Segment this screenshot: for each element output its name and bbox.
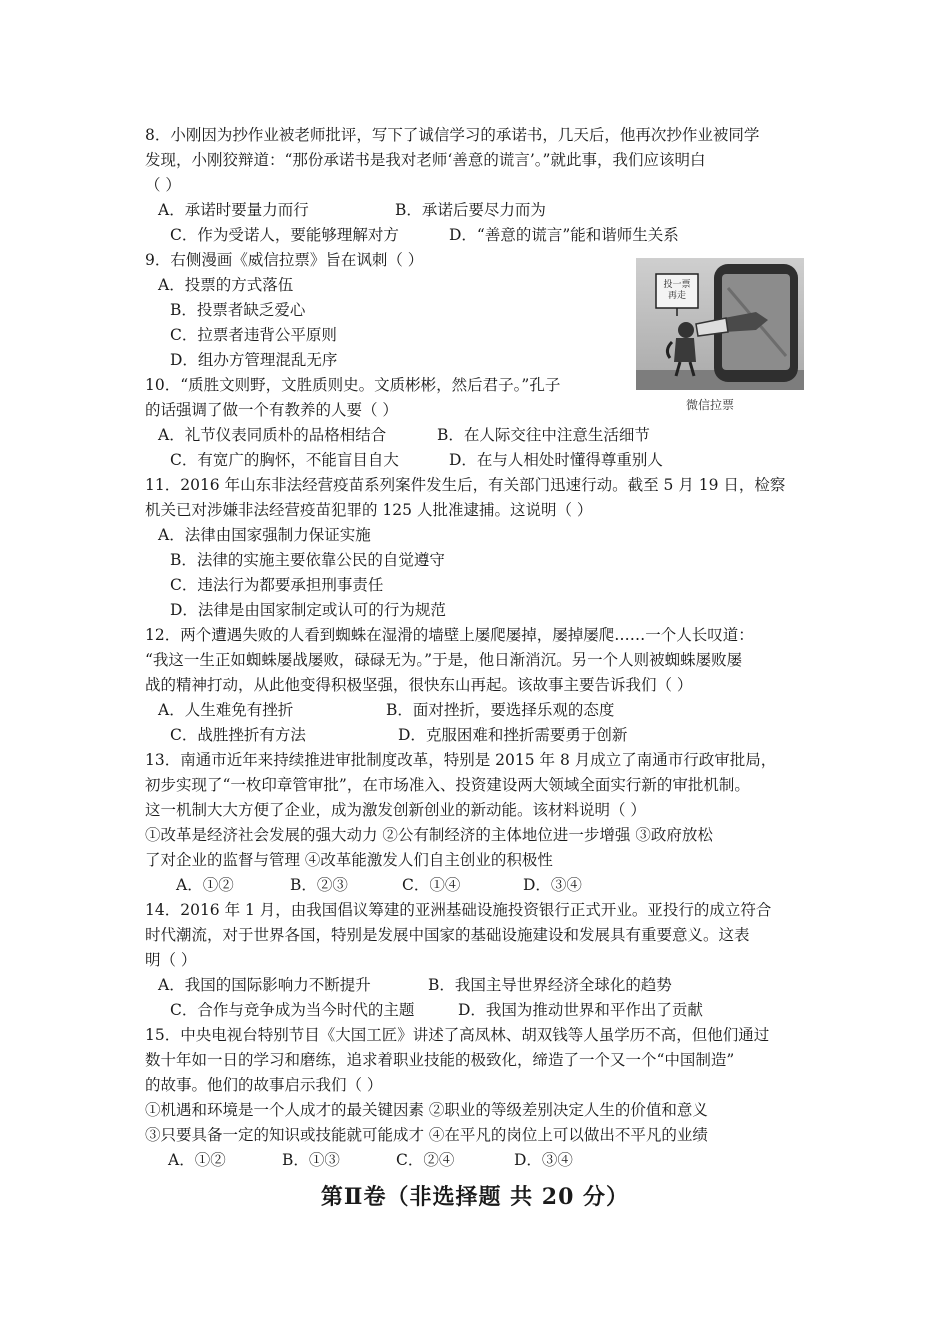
q10-option-c: C．有宽广的胸怀，不能盲目自大 (170, 451, 399, 469)
q8-stem-line2: 发现，小刚狡辩道：“那份承诺书是我对老师‘善意的谎言’。”就此事，我们应该明白 (145, 151, 706, 169)
comic-sign-text: 投一票再走 (663, 280, 691, 301)
q13-statements-line2: 了对企业的监督与管理 ④改革能激发人们自主创业的积极性 (145, 851, 553, 869)
q10-stem-line1: 10．“质胜文则野，文胜质则史。文质彬彬，然后君子。”孔子 (145, 376, 561, 394)
q15-statements-line1: ①机遇和环境是一个人成才的最关键因素 ②职业的等级差别决定人生的价值和意义 (145, 1101, 708, 1119)
q11-stem-line2: 机关已对涉嫌非法经营疫苗犯罪的 125 人批准逮捕。这说明（ ） (145, 501, 593, 519)
q12-option-c: C．战胜挫折有方法 (170, 726, 306, 744)
q8-option-d: D．“善意的谎言”能和谐师生关系 (449, 226, 679, 244)
wechat-vote-comic (636, 258, 804, 390)
q12-option-a: A．人生难免有挫折 (158, 701, 294, 719)
q13-option-a: A．①② (176, 876, 234, 894)
q14-option-b: B．我国主导世界经济全球化的趋势 (428, 976, 672, 994)
q13-statements-line1: ①改革是经济社会发展的强大动力 ②公有制经济的主体地位进一步增强 ③政府放松 (145, 826, 713, 844)
q15-stem-line1: 15．中央电视台特别节目《大国工匠》讲述了高凤林、胡双钱等人虽学历不高，但他们通过 (145, 1026, 770, 1044)
q10-option-b: B．在人际交往中注意生活细节 (437, 426, 650, 444)
q15-option-d: D．③④ (514, 1151, 573, 1169)
q12-stem-line1: 12．两个遭遇失败的人看到蜘蛛在湿滑的墙壁上屡爬屡掉，屡掉屡爬……一个人长叹道： (145, 626, 754, 644)
q15-stem-line3: 的故事。他们的故事启示我们（ ） (145, 1076, 383, 1094)
q9-option-a: A．投票的方式落伍 (158, 276, 294, 294)
q13-option-b: B．②③ (290, 876, 348, 894)
q8-option-a: A．承诺时要量力而行 (158, 201, 309, 219)
q11-stem-line1: 11．2016 年山东非法经营疫苗系列案件发生后，有关部门迅速行动。截至 5 月 19 日，检察 (145, 476, 786, 494)
q15-option-b: B．①③ (282, 1151, 340, 1169)
q10-stem-line2: 的话强调了做一个有教养的人要（ ） (145, 401, 398, 419)
q14-stem-line1: 14．2016 年 1 月，由我国倡议筹建的亚洲基础设施投资银行正式开业。亚投行的成立符合 (145, 901, 772, 919)
q15-stem-line2: 数十年如一日的学习和磨练，追求着职业技能的极致化，缔造了一个又一个“中国制造” (145, 1051, 735, 1069)
q11-option-a: A．法律由国家强制力保证实施 (158, 526, 371, 544)
q14-option-a: A．我国的国际影响力不断提升 (158, 976, 371, 994)
q9-option-d: D．组办方管理混乱无序 (170, 351, 338, 369)
q12-stem-line3: 战的精神打动，从此他变得积极坚强，很快东山再起。该故事主要告诉我们（ ） (145, 676, 693, 694)
q15-statements-line2: ③只要具备一定的知识或技能就可能成才 ④在平凡的岗位上可以做出不平凡的业绩 (145, 1126, 708, 1144)
q15-option-a: A．①② (168, 1151, 226, 1169)
q15-option-c: C．②④ (396, 1151, 455, 1169)
q9-option-b: B．投票者缺乏爱心 (170, 301, 306, 319)
comic-illustration (636, 258, 804, 390)
q14-option-d: D．我国为推动世界和平作出了贡献 (458, 1001, 703, 1019)
q12-stem-line2: “我这一生正如蜘蛛屡战屡败，碌碌无为。”于是，他日渐消沉。另一个人则被蜘蛛屡败屡 (145, 651, 743, 669)
q11-option-d: D．法律是由国家制定或认可的行为规范 (170, 601, 446, 619)
q13-stem-line1: 13．南通市近年来持续推进审批制度改革，特别是 2015 年 8 月成立了南通市行政审批局， (145, 751, 777, 769)
q14-stem-line3: 明（ ） (145, 951, 197, 969)
q13-option-c: C．①④ (402, 876, 461, 894)
q10-option-a: A．礼节仪表同质朴的品格相结合 (158, 426, 387, 444)
q13-stem-line3: 这一机制大大方便了企业，成为激发创新创业的新动能。该材料说明（ ） (145, 801, 646, 819)
q8-option-b: B．承诺后要尽力而为 (395, 201, 546, 219)
q13-stem-line2: 初步实现了“一枚印章管审批”，在市场准入、投资建设两大领域全面实行新的审批机制。 (145, 776, 750, 794)
section-2-title: 第Ⅱ卷（非选择题 共 20 分） (320, 1184, 630, 1210)
q10-option-d: D．在与人相处时懂得尊重别人 (449, 451, 663, 469)
q12-option-d: D．克服困难和挫折需要勇于创新 (398, 726, 628, 744)
q9-stem-line1: 9．右侧漫画《威信拉票》旨在讽刺（ ） (145, 251, 424, 269)
comic-caption: 微信拉票 (686, 398, 735, 412)
q8-stem-line1: 8．小刚因为抄作业被老师批评，写下了诚信学习的承诺书，几天后，他再次抄作业被同学 (145, 126, 760, 144)
q9-option-c: C．拉票者违背公平原则 (170, 326, 337, 344)
q11-option-b: B．法律的实施主要依靠公民的自觉遵守 (170, 551, 445, 569)
q14-stem-line2: 时代潮流，对于世界各国，特别是发展中国家的基础设施建设和发展具有重要意义。这表 (145, 926, 750, 944)
q12-option-b: B．面对挫折，要选择乐观的态度 (386, 701, 615, 719)
q8-stem-line3: （ ） (145, 176, 181, 194)
q8-option-c: C．作为受诺人，要能够理解对方 (170, 226, 399, 244)
q13-option-d: D．③④ (523, 876, 582, 894)
q14-option-c: C．合作与竞争成为当今时代的主题 (170, 1001, 415, 1019)
q11-option-c: C．违法行为都要承担刑事责任 (170, 576, 384, 594)
